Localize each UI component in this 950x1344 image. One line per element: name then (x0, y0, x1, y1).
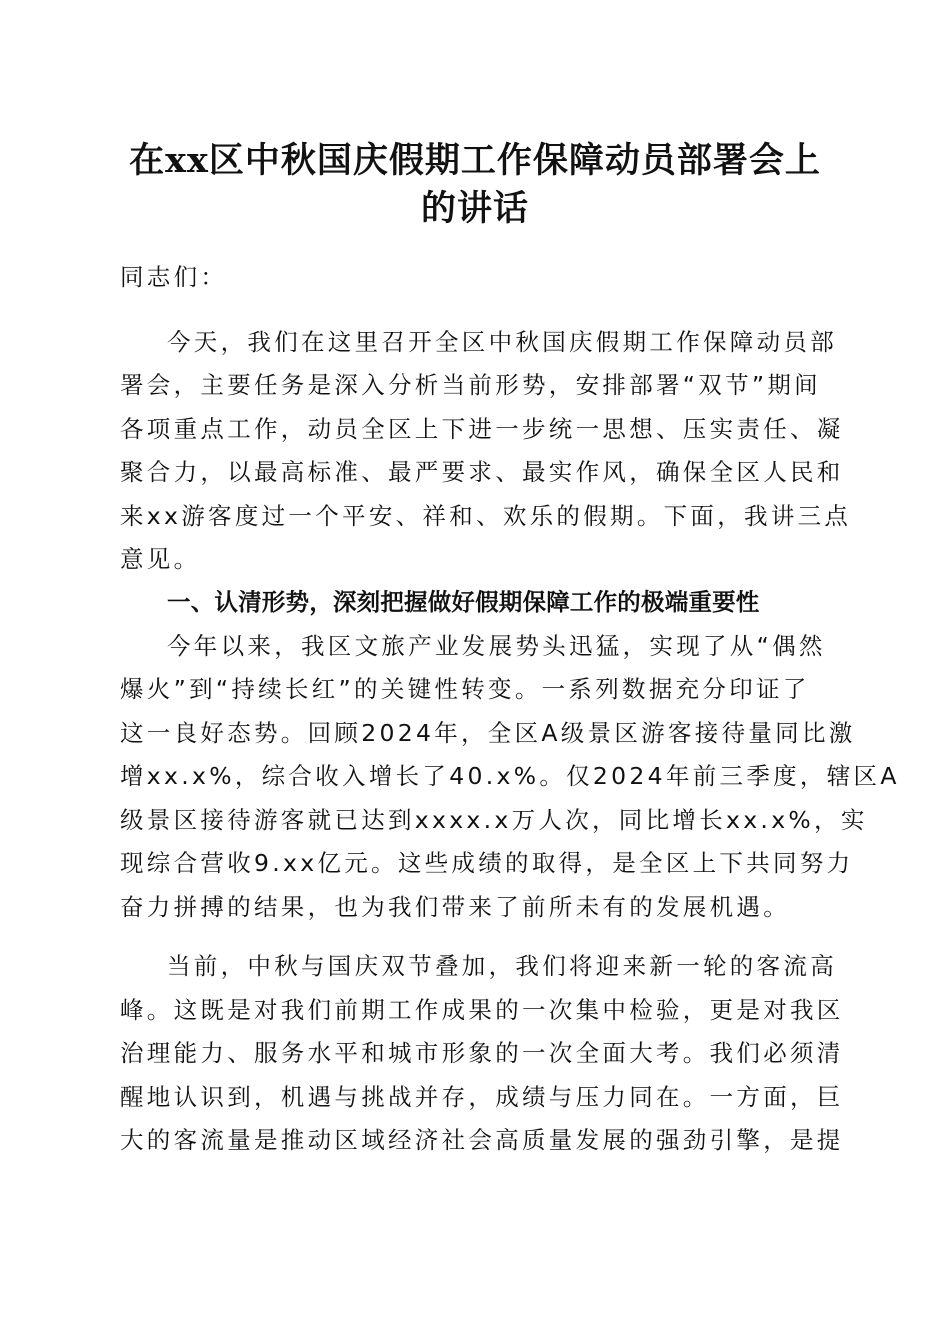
paragraph-1-line: 这一良好态势。回顾2024年，全区A级景区游客接待量同比激 (120, 719, 856, 747)
paragraph-2-line: 大的客流量是推动区域经济社会高质量发展的强劲引擎，是提 (120, 1126, 844, 1154)
salutation: 同志们： (120, 263, 228, 291)
paragraph-1-line: 级景区接待游客就已达到xxxx.x万人次，同比增长xx.x%，实 (120, 806, 868, 834)
intro-line: 意见。 (120, 545, 201, 573)
intro-line: 今天，我们在这里召开全区中秋国庆假期工作保障动员部 (167, 328, 837, 356)
paragraph-1-line: 今年以来，我区文旅产业发展势头迅猛，实现了从“偶然 (167, 632, 826, 660)
paragraph-1-line: 奋力拼搏的结果，也为我们带来了前所未有的发展机遇。 (120, 893, 790, 921)
intro-line: 聚合力，以最高标准、最严要求、最实作风，确保全区人民和 (120, 458, 844, 486)
paragraph-2-line: 当前，中秋与国庆双节叠加，我们将迎来新一轮的客流高 (167, 952, 837, 980)
paragraph-2-line: 醒地认识到，机遇与挑战并存，成绩与压力同在。一方面，巨 (120, 1083, 844, 1111)
intro-line: 署会，主要任务是深入分析当前形势，安排部署“双节”期间 (120, 371, 821, 399)
paragraph-2-line: 治理能力、服务水平和城市形象的一次全面大考。我们必须清 (120, 1039, 844, 1067)
document-title-line-2: 的讲话 (420, 188, 529, 229)
paragraph-1-line: 爆火”到“持续长红”的关键性转变。一系列数据充分印证了 (120, 675, 810, 703)
paragraph-2-line: 峰。这既是对我们前期工作成果的一次集中检验，更是对我区 (120, 996, 844, 1024)
paragraph-1-line: 增xx.x%，综合收入增长了40.x%。仅2024年前三季度，辖区A (120, 762, 900, 790)
document-title-line-1: 在xx区中秋国庆假期工作保障动员部署会上 (129, 140, 821, 181)
paragraph-1-line: 现综合营收9.xx亿元。这些成绩的取得，是全区上下共同努力 (120, 849, 854, 877)
intro-line: 各项重点工作，动员全区上下进一步统一思想、压实责任、凝 (120, 415, 844, 443)
intro-line: 来xx游客度过一个平安、祥和、欢乐的假期。下面，我讲三点 (120, 502, 852, 530)
section-1-heading: 一、认清形势，深刻把握做好假期保障工作的极端重要性 (167, 588, 760, 616)
